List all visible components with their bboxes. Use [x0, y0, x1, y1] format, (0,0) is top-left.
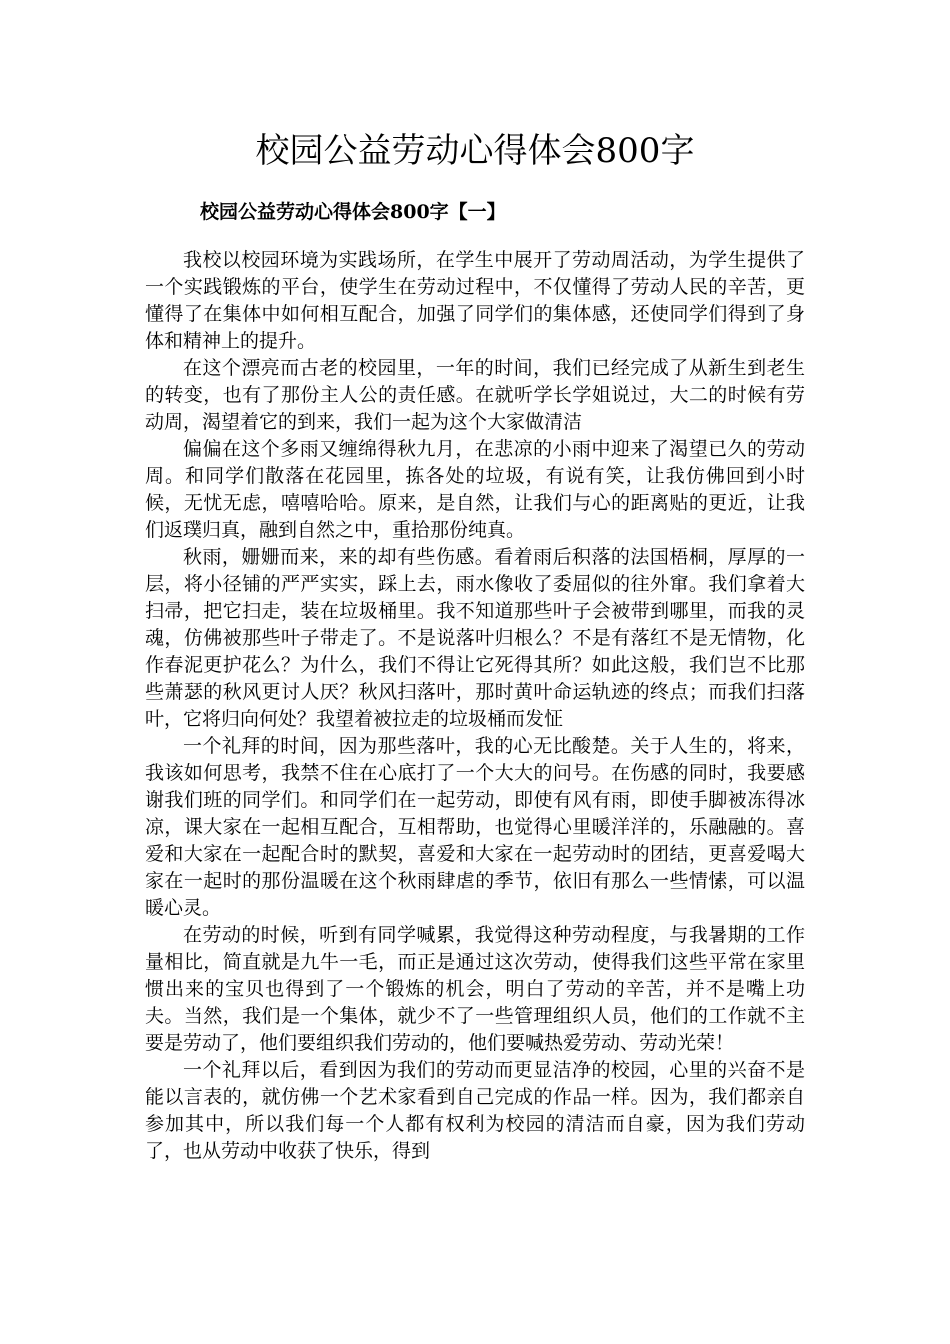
paragraph: 一个礼拜的时间，因为那些落叶，我的心无比酸楚。关于人生的，将来，我该如何思考，我禁不住在心底打了一个大大的问号。在伤感的同时，我要感谢我们班的同学们。和同学们在一起劳动，即使有风有雨，即使手脚被冻得冰凉，课大家在一起相互配合，互相帮助，也觉得心里暖洋洋的，乐融融的。喜爱和大家在一起配合时的默契，喜爱和大家在一起劳动时的团结，更喜爱喝大家在一起时的那份温暖在这个秋雨肆虐的季节，依旧有那么一些情愫，可以温暖心灵。 — [145, 735, 805, 919]
paragraph: 一个礼拜以后，看到因为我们的劳动而更显洁净的校园，心里的兴奋不是能以言表的，就仿佛一个艺术家看到自己完成的作品一样。因为，我们都亲自参加其中，所以我们每一个人都有权利为校园的清洁而自豪，因为我们劳动了，也从劳动中收获了快乐，得到 — [145, 1059, 805, 1162]
document-body — [145, 247, 805, 1165]
paragraph: 偏偏在这个多雨又缠绵得秋九月，在悲凉的小雨中迎来了渴望已久的劳动周。和同学们散落在花园里，拣各处的垃圾，有说有笑，让我仿佛回到小时候，无忧无虑，嘻嘻哈哈。原来，是自然，让我们与心的距离贴的更近，让我们返璞归真，融到自然之中，重拾那份纯真。 — [145, 438, 805, 541]
section-heading: 校园公益劳动心得体会800字【一】 — [200, 201, 506, 223]
paragraph: 在劳动的时候，听到有同学喊累，我觉得这种劳动程度，与我暑期的工作量相比，简直就是九牛一毛，而正是通过这次劳动，使得我们这些平常在家里惯出来的宝贝也得到了一个锻炼的机会，明白了劳动的辛苦，并不是嘴上功夫。当然，我们是一个集体，就少不了一些管理组织人员，他们的工作就不主要是劳动了，他们要组织我们劳动的，他们要喊热爱劳动、劳动光荣！ — [145, 924, 805, 1054]
paragraph: 我校以校园环境为实践场所，在学生中展开了劳动周活动，为学生提供了一个实践锻炼的平台，使学生在劳动过程中，不仅懂得了劳动人民的辛苦，更懂得了在集体中如何相互配合，加强了同学们的集体感，还使同学们得到了身体和精神上的提升。 — [145, 249, 805, 352]
paragraph: 秋雨，姗姗而来，来的却有些伤感。看着雨后积落的法国梧桐，厚厚的一层，将小径铺的严严实实，踩上去，雨水像收了委屈似的往外窜。我们拿着大扫帚，把它扫走，装在垃圾桶里。我不知道那些叶子会被带到哪里，而我的灵魂，仿佛被那些叶子带走了。不是说落叶归根么？不是有落红不是无情物，化作春泥更护花么？为什么，我们不得让它死得其所？如此这般，我们岂不比那些萧瑟的秋风更讨人厌？秋风扫落叶，那时黄叶命运轨迹的终点；而我们扫落叶，它将归向何处？我望着被拉走的垃圾桶而发怔 — [145, 546, 805, 730]
paragraph: 在这个漂亮而古老的校园里，一年的时间，我们已经完成了从新生到老生的转变，也有了那份主人公的责任感。在就听学长学姐说过，大二的时候有劳动周，渴望着它的到来，我们一起为这个大家做清洁 — [145, 357, 805, 433]
document-title: 校园公益劳动心得体会800字 — [255, 131, 695, 171]
